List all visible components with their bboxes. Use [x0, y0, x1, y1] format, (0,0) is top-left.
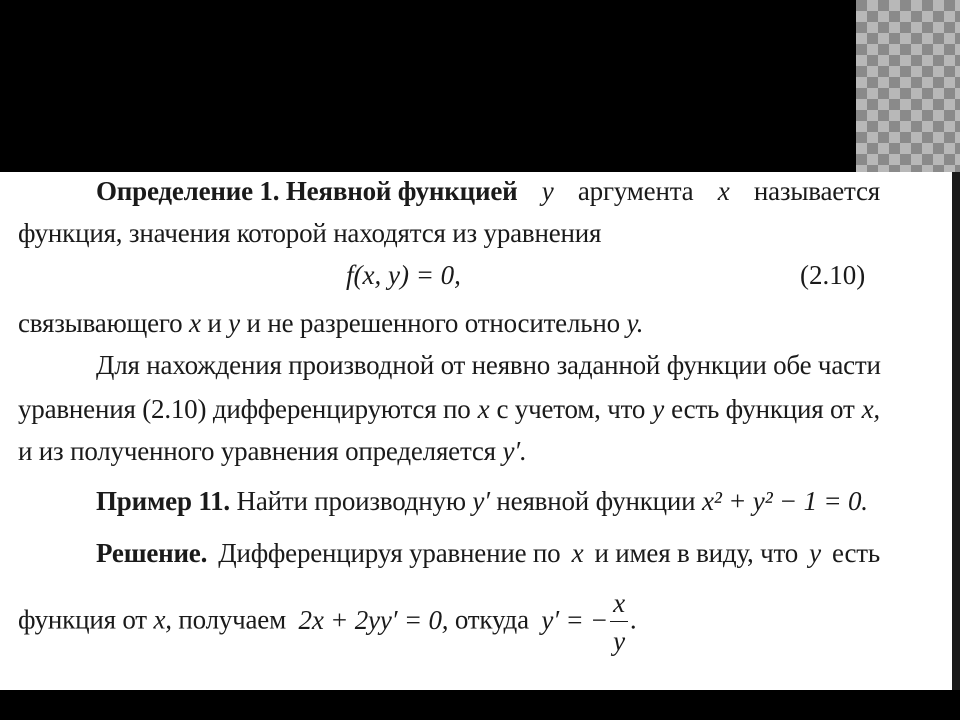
equation-2-10: f(x, y) = 0,: [346, 260, 461, 290]
equation-number: (2.10): [800, 260, 866, 290]
solution-line-1: Решение. Дифференцируя уравнение по x и имея в виду, что y есть: [96, 538, 880, 568]
var-x: x: [717, 176, 730, 206]
example-equation: x² + y² − 1 = 0.: [701, 486, 868, 516]
definition-line-1: [96, 176, 880, 207]
solution-equation-1: 2x + 2yy′ = 0,: [298, 604, 449, 635]
solution-line-2: функция от x, получаем 2x + 2yy′ = 0, откуда y′ = − $\frac{x}{y}$ .: [18, 588, 637, 656]
solution-label: Решение.: [96, 538, 208, 568]
text: называется: [753, 176, 880, 206]
example-line: Пример 11. Найти производную y′ неявной функции x² + y² − 1 = 0.: [96, 486, 868, 516]
definition-term: Неявной функцией: [285, 176, 518, 206]
definition-line-3: связывающего x и y и не разрешенного относительно y.: [18, 308, 644, 338]
page-right-edge: [952, 172, 960, 690]
fraction: $\frac{x}{y}$: [610, 590, 628, 655]
var-y: y: [541, 176, 554, 206]
method-line-2: уравнения (2.10) дифференцируются по x с учетом, что y есть функция от x,: [18, 394, 880, 424]
method-line-3: и из полученного уравнения определяется y′.: [18, 436, 527, 466]
textbook-page: [0, 172, 952, 690]
decorative-pattern: [856, 0, 960, 172]
slide-bottom-band: [0, 690, 960, 720]
definition-line-2: функция, значения которой находятся из уравнения: [18, 218, 602, 248]
text: аргумента: [577, 176, 694, 206]
slide-top-band: [0, 0, 856, 172]
example-label: Пример 11.: [96, 486, 230, 516]
method-line-1: Для нахождения производной от неявно заданной функции обе части: [96, 350, 881, 380]
definition-heading: Определение 1.: [96, 176, 280, 206]
solution-equation-2: y′ = −: [541, 604, 609, 635]
